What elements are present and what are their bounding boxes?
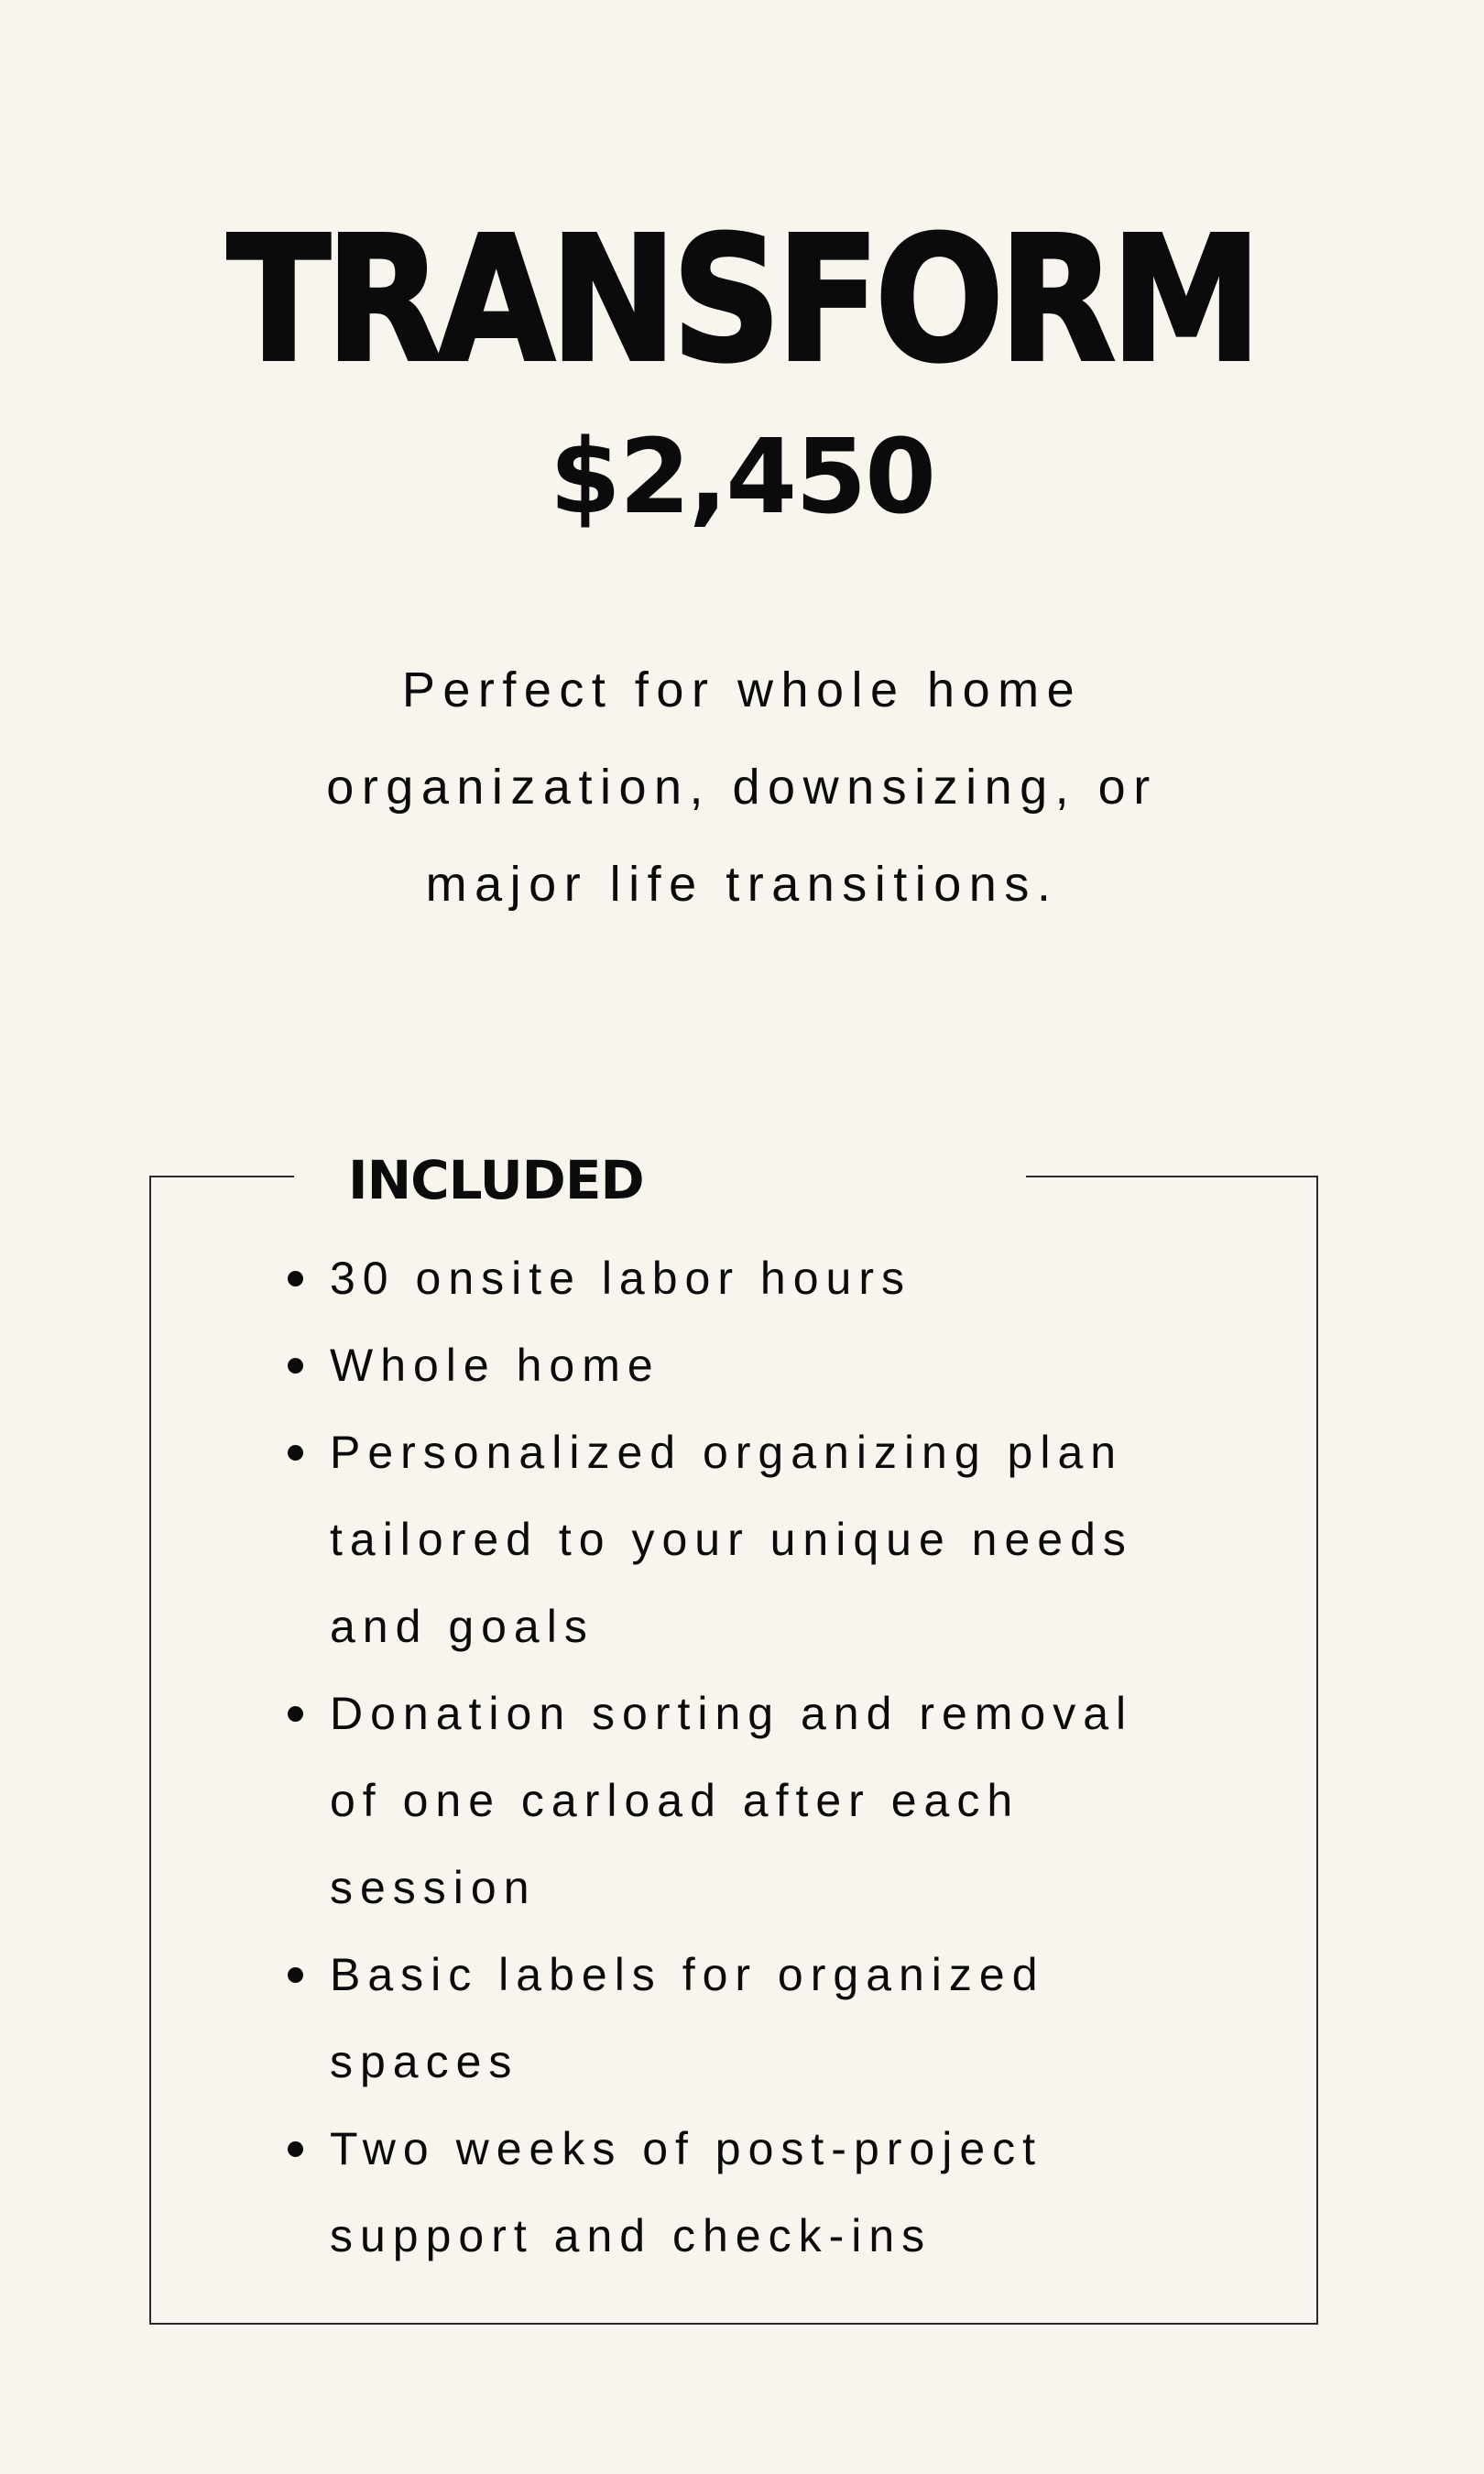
list-item-text: spaces: [330, 2036, 519, 2087]
list-item-text: Personalized organizing plan: [330, 1427, 1124, 1478]
description-line: organization, downsizing, or: [326, 760, 1158, 815]
bullet-icon: [288, 1358, 303, 1374]
list-item-text: tailored to your unique needs: [330, 1514, 1133, 1565]
box-border-top-right: [1026, 1176, 1318, 1177]
description-line: Perfect for whole home: [401, 662, 1083, 717]
included-list: [284, 1235, 1301, 2280]
list-item-text: support and check-ins: [330, 2210, 933, 2261]
description-line: major life transitions.: [425, 857, 1059, 912]
box-border-bottom: [149, 2323, 1318, 2325]
box-border-top-left: [149, 1176, 294, 1177]
list-item: [284, 1932, 1301, 2106]
list-item-text: Whole home: [330, 1340, 660, 1391]
list-item: [284, 1670, 1301, 1932]
included-heading: INCLUDED: [348, 1149, 644, 1211]
list-item-text: 30 onsite labor hours: [330, 1253, 911, 1304]
box-border-left: [149, 1176, 151, 2325]
list-item-text: Basic labels for organized: [330, 1949, 1045, 2000]
list-item: [284, 1235, 1301, 1322]
list-item-text: session: [330, 1862, 537, 1913]
package-price: $2,450: [549, 418, 935, 537]
bullet-icon: [288, 1706, 303, 1722]
list-item-text: and goals: [330, 1601, 595, 1652]
package-description: [0, 641, 1484, 933]
list-item-text: Two weeks of post-project: [330, 2123, 1043, 2174]
box-border-right: [1316, 1176, 1318, 2325]
list-item: [284, 1409, 1301, 1670]
list-item-text: of one carload after each: [330, 1775, 1020, 1826]
list-item-text: Donation sorting and removal: [330, 1688, 1134, 1739]
bullet-icon: [288, 1445, 303, 1461]
list-item: [284, 1322, 1301, 1409]
bullet-icon: [288, 2141, 303, 2157]
bullet-icon: [288, 1967, 303, 1983]
package-title: TRANSFORM: [226, 200, 1258, 400]
list-item: [284, 2106, 1301, 2280]
bullet-icon: [288, 1271, 303, 1286]
